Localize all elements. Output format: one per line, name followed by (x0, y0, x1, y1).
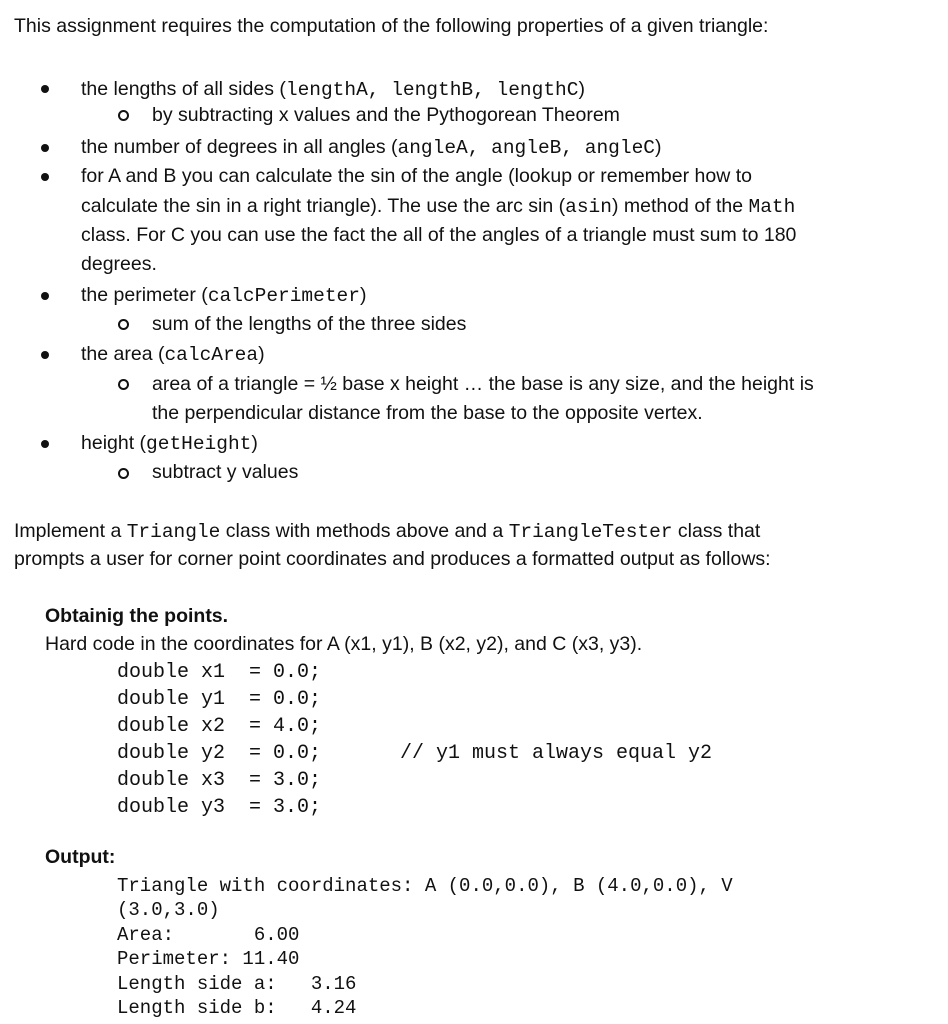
list-item-sin-line1: for A and B you can calculate the sin of the angle (lookup or remember how to (81, 165, 752, 187)
list-item-sin-line3: class. For C you can use the fact the all of the angles of a triangle must sum to 180 (81, 224, 797, 246)
list-item-area (81, 342, 265, 367)
item-text-after: ) (251, 432, 258, 454)
obtaining-description: Hard code in the coordinates for A (x1, y1), B (x2, y2), and C (x3, y3). (45, 633, 643, 655)
item-text-after: ) (654, 136, 662, 158)
code-line: double x1 = 0.0; (117, 661, 322, 684)
code-line: double x2 = 4.0; (117, 715, 322, 738)
list-item-perimeter (81, 283, 366, 308)
code-line: double y2 = 0.0; (117, 742, 322, 765)
output-line: Triangle with coordinates: A (0.0,0.0), B (4.0,0.0), V (117, 875, 733, 897)
code-line: double y3 = 3.0; (117, 796, 322, 819)
list-item-angles (81, 135, 661, 160)
output-line: Length side b: 4.24 (117, 997, 357, 1019)
bullet (41, 351, 49, 359)
sub-item-subtract-x: by subtracting x values and the Pythogorean Theorem (152, 104, 620, 126)
item-code: getHeight (146, 433, 252, 455)
item-text: the number of degrees in all angles ( (81, 136, 398, 158)
item-text-after: ) (578, 78, 585, 100)
sub-bullet (118, 379, 129, 390)
output-line: Perimeter: 11.40 (117, 948, 300, 970)
sub-item-sum-lengths: sum of the lengths of the three sides (152, 313, 467, 335)
sub-item-area-formula-line2: the perpendicular distance from the base to the opposite vertex. (152, 402, 703, 424)
item-code: Math (748, 196, 796, 218)
item-text: the lengths of all sides ( (81, 78, 286, 100)
paragraph-text: class with methods above and a (220, 520, 509, 542)
code-comment: // y1 must always equal y2 (400, 742, 713, 765)
bullet (41, 440, 49, 448)
paragraph-text: Implement a (14, 520, 127, 542)
implement-line2: prompts a user for corner point coordinates and produces a formatted output as follows: (14, 548, 771, 570)
item-code: calcPerimeter (207, 285, 360, 307)
output-line: Length side a: 3.16 (117, 973, 357, 995)
item-code: lengthA, lengthB, lengthC (285, 79, 579, 101)
item-code: calcArea (164, 344, 259, 366)
bullet (41, 85, 49, 93)
item-text-after: ) (258, 343, 265, 365)
code-line: double y1 = 0.0; (117, 688, 322, 711)
list-item-sin-line2 (81, 194, 795, 219)
output-line: (3.0,3.0) (117, 899, 220, 921)
class-name-code: TriangleTester (508, 521, 673, 543)
sub-bullet (118, 110, 129, 121)
item-code: angleA, angleB, angleC (397, 137, 655, 159)
sub-item-area-formula-line1: area of a triangle = ½ base x height … the base is any size, and the height is (152, 373, 814, 395)
list-item-height (81, 431, 258, 456)
output-heading: Output: (45, 846, 116, 868)
item-text: ) method of the (611, 195, 749, 217)
sub-item-subtract-y: subtract y values (152, 461, 299, 483)
bullet (41, 292, 49, 300)
item-code: asin (565, 196, 612, 218)
code-line: double x3 = 3.0; (117, 769, 322, 792)
paragraph-text: class that (672, 520, 761, 542)
list-item-lengths (81, 77, 585, 102)
bullet (41, 144, 49, 152)
sub-bullet (118, 468, 129, 479)
bullet (41, 173, 49, 181)
output-line: Area: 6.00 (117, 924, 300, 946)
item-text: the perimeter ( (81, 284, 208, 306)
intro-text: This assignment requires the computation of the following properties of a given triangle: (14, 15, 769, 37)
item-text: calculate the sin in a right triangle). The use the arc sin ( (81, 195, 566, 217)
item-text: the area ( (81, 343, 165, 365)
class-name-code: Triangle (126, 521, 221, 543)
item-text-after: ) (359, 284, 367, 306)
implement-line1 (14, 519, 760, 544)
obtaining-heading: Obtainig the points. (45, 605, 229, 627)
sub-bullet (118, 319, 129, 330)
list-item-sin-line4: degrees. (81, 253, 157, 275)
item-text: height ( (81, 432, 147, 454)
